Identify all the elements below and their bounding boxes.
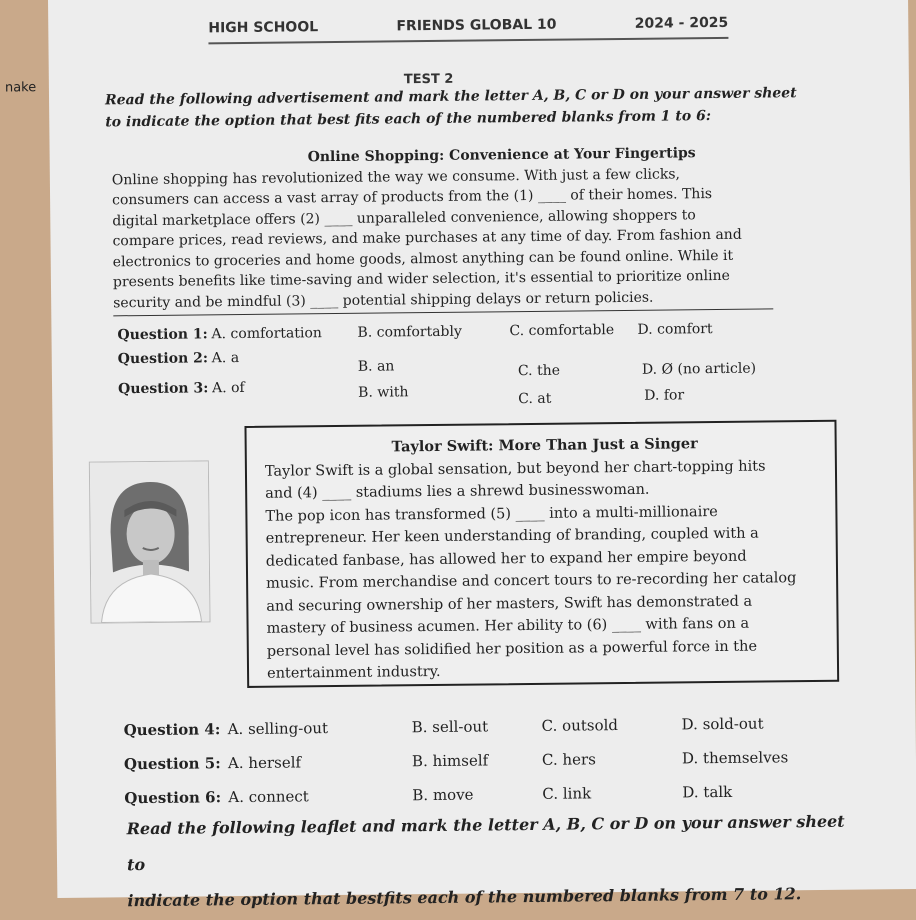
option-a: A. connect — [228, 787, 309, 807]
school-name: HIGH SCHOOL — [208, 19, 319, 37]
passage-line: and (4) ____ stadiums lies a shrewd businesswoman. — [265, 481, 650, 502]
option-a: A. comfortation — [211, 325, 322, 343]
book-title: FRIENDS GLOBAL 10 — [396, 16, 557, 35]
option-d: D. comfort — [637, 321, 713, 338]
instruction-line: indicate the option that bestfits each of the numbered blanks from 7 to 12. — [127, 884, 802, 911]
cut-off-word: nake — [4, 80, 37, 96]
school-year: 2024 - 2025 — [634, 14, 729, 32]
test-title: TEST 2 — [403, 71, 454, 88]
question-row — [122, 715, 762, 744]
option-d: D. sold-out — [681, 714, 764, 734]
passage-title: Taylor Swift: More Than Just a Singer — [391, 435, 698, 456]
question-row — [117, 345, 758, 380]
option-a: A. herself — [227, 753, 302, 773]
passage-line: personal level has solidified her position as a powerful force in the — [266, 638, 758, 660]
worksheet-page — [4, 0, 916, 911]
passage-line: music. From merchandise and concert tours to re-recording her catalog — [266, 570, 797, 592]
passage-title: Online Shopping: Convenience at Your Fingertips — [307, 145, 696, 166]
option-c: C. outsold — [541, 716, 619, 735]
option-d: D. Ø (no article) — [641, 360, 757, 378]
passage-line: and securing ownership of her masters, Swift has demonstrated a — [266, 593, 753, 615]
passage-line: mastery of business acumen. Her ability to (6) ____ with fans on a — [266, 615, 750, 637]
option-a: A. a — [211, 350, 240, 367]
question-label: Question 2: — [117, 350, 209, 368]
passage-line: Taylor Swift is a global sensation, but beyond her chart-topping hits — [264, 458, 766, 480]
option-b: B. sell-out — [411, 717, 489, 737]
passage-line: compare prices, read reviews, and make purchases at any time of day. From fashion and — [112, 226, 742, 250]
page-header — [208, 15, 728, 44]
passage-line: dedicated fanbase, has allowed her to expand her empire beyond — [265, 548, 747, 570]
passage-line: entertainment industry. — [266, 663, 441, 682]
passage-taylor-swift — [244, 420, 839, 688]
option-b: B. comfortably — [357, 323, 462, 341]
option-b: B. with — [358, 384, 409, 401]
instruction-1 — [105, 82, 805, 133]
question-label: Question 3: — [117, 380, 209, 398]
option-b: B. an — [357, 358, 395, 375]
instruction-line: to indicate the option that best fits each of the numbered blanks from 1 to 6: — [105, 108, 712, 131]
option-c: C. link — [542, 784, 592, 803]
option-d: D. for — [644, 387, 685, 404]
instruction-line: Read the following advertisement and mark the letter A, B, C or D on your answer sheet — [104, 85, 797, 109]
option-d: D. talk — [682, 782, 733, 802]
instruction-line: Read the following leaflet and mark the letter A, B, C or D on your answer sheet to — [126, 811, 845, 875]
taylor-swift-photo — [89, 460, 211, 623]
option-c: C. the — [517, 362, 561, 380]
passage-line: Online shopping has revolutionized the way we consume. With just a few clicks, — [111, 165, 681, 188]
passage-line: consumers can access a vast array of products from the (1) ____ of their homes. This — [112, 186, 713, 209]
passage-line: entrepreneur. Her keen understanding of branding, coupled with a — [265, 525, 759, 547]
option-c: C. hers — [541, 750, 596, 769]
passage-line: presents benefits like time-saving and wider selection, it's essential to prioritize online — [112, 267, 730, 291]
option-d: D. themselves — [681, 748, 789, 768]
option-a: A. of — [211, 379, 245, 397]
passage-line: The pop icon has transformed (5) ____ into a multi-millionaire — [265, 503, 718, 525]
passage-line: electronics to groceries and home goods, almost anything can be found online. While it — [112, 247, 734, 270]
question-row — [117, 375, 758, 408]
question-label: Question 4: — [123, 720, 221, 740]
passage-line: security and be mindful (3) ____ potential shipping delays or return policies. — [113, 289, 654, 311]
instruction-2 — [126, 804, 847, 920]
option-b: B. move — [412, 785, 474, 805]
option-c: C. comfortable — [509, 322, 615, 340]
question-label: Question 1: — [117, 326, 208, 344]
option-c: C. at — [518, 390, 552, 408]
option-b: B. himself — [411, 751, 489, 771]
question-row — [122, 748, 789, 778]
question-label: Question 6: — [124, 788, 222, 808]
option-a: A. selling-out — [227, 719, 329, 739]
passage-online-shopping — [112, 142, 774, 316]
passage-line: digital marketplace offers (2) ____ unparalleled convenience, allowing shoppers to — [112, 206, 696, 229]
question-label: Question 5: — [123, 754, 221, 774]
